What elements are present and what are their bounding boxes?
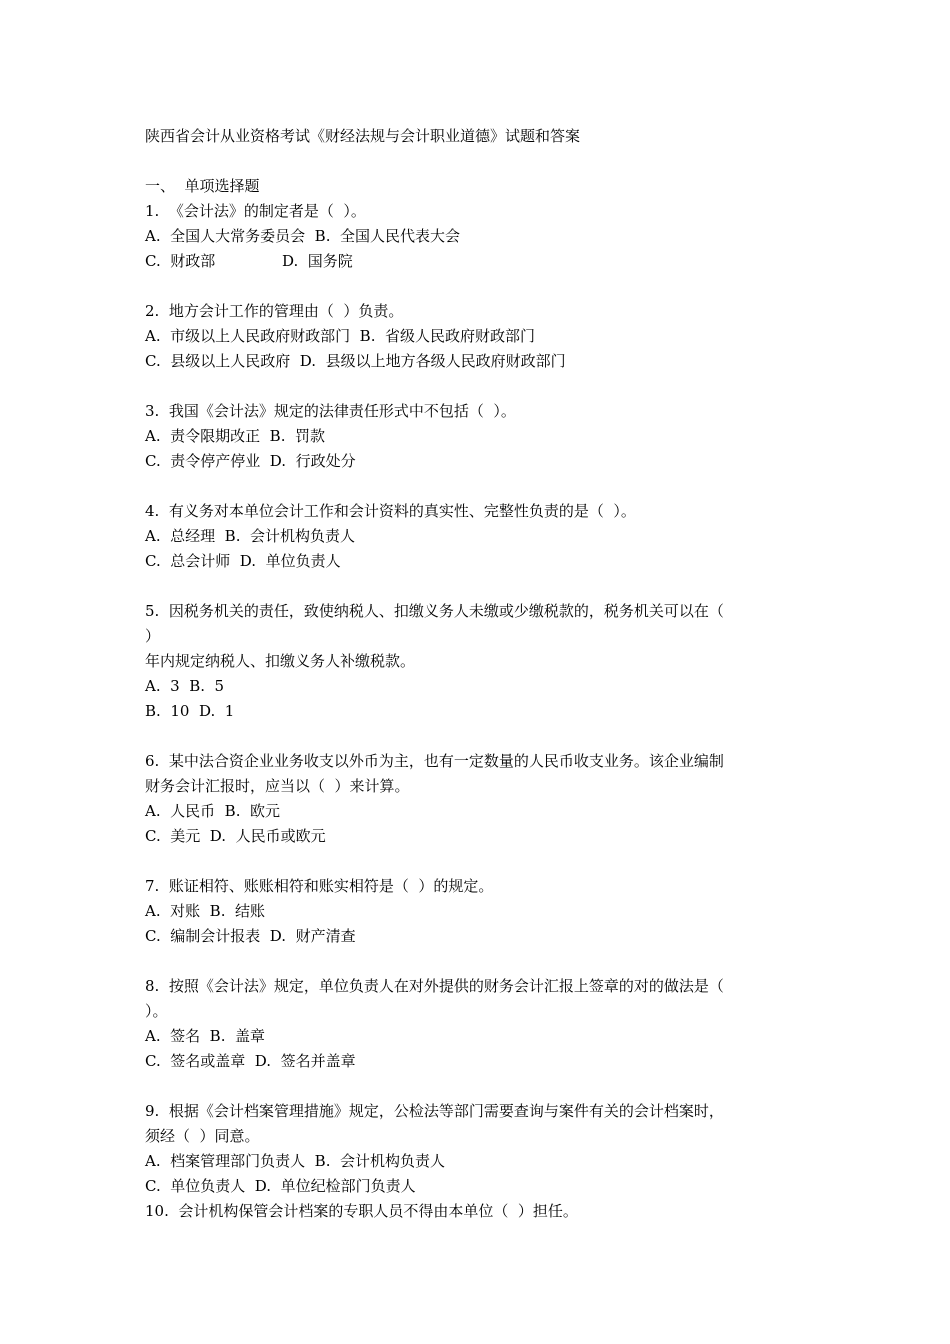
document-title: 陕西省会计从业资格考试《财经法规与会计职业道德》试题和答案 (145, 127, 581, 145)
spacer (145, 949, 815, 974)
spacer (145, 474, 815, 499)
question-line: C. 单位负责人 D. 单位纪检部门负责人 (145, 1177, 416, 1195)
question-block (145, 599, 815, 724)
question-line: C. 责令停产停业 D. 行政处分 (145, 452, 356, 470)
question-text: 3. 我国《会计法》规定的法律责任形式中不包括（ ）。 (145, 402, 516, 420)
question-text: 7. 账证相符、账账相符和账实相符是（ ）的规定。 (145, 877, 494, 895)
question-line: 须经（ ）同意。 (145, 1127, 260, 1145)
question-line: 财务会计汇报时，应当以（ ）来计算。 (145, 777, 410, 795)
question-block (145, 1099, 815, 1224)
question-text: 1. 《会计法》的制定者是（ ）。 (145, 202, 366, 220)
question-line: C. 县级以上人民政府 D. 县级以上地方各级人民政府财政部门 (145, 352, 566, 370)
question-line: B. 10 D. 1 (145, 702, 235, 720)
question-line: C. 编制会计报表 D. 财产清查 (145, 927, 356, 945)
question-text: 6. 某中法合资企业业务收支以外币为主，也有一定数量的人民币收支业务。该企业编制 (145, 752, 724, 770)
question-line: ） (145, 627, 161, 645)
question-line: A. 总经理 B. 会计机构负责人 (145, 527, 356, 545)
question-list (145, 199, 815, 1224)
question-text: 5. 因税务机关的责任，致使纳税人、扣缴义务人未缴或少缴税款的，税务机关可以在（ (145, 602, 724, 620)
question-line: A. 人民币 B. 欧元 (145, 802, 281, 820)
spacer (145, 374, 815, 399)
question-block (145, 974, 815, 1074)
spacer (145, 274, 815, 299)
question-line: A. 对账 B. 结账 (145, 902, 266, 920)
question-block (145, 399, 815, 474)
question-line: A. 3 B. 5 (145, 677, 225, 695)
question-line: C. 财政部 D. 国务院 (145, 252, 353, 270)
question-line: A. 签名 B. 盖章 (145, 1027, 266, 1045)
question-line: C. 美元 D. 人民币或欧元 (145, 827, 326, 845)
question-line: A. 全国人大常务委员会 B. 全国人民代表大会 (145, 227, 461, 245)
question-line: 10. 会计机构保管会计档案的专职人员不得由本单位（ ）担任。 (145, 1202, 578, 1220)
question-line: 年内规定纳税人、扣缴义务人补缴税款。 (145, 652, 416, 670)
question-text: 9. 根据《会计档案管理措施》规定，公检法等部门需要查询与案件有关的会计档案时， (145, 1102, 724, 1120)
section-heading: 一、 单项选择题 (145, 177, 260, 195)
document-page (145, 124, 815, 1224)
question-line: A. 档案管理部门负责人 B. 会计机构负责人 (145, 1152, 446, 1170)
question-block (145, 499, 815, 574)
spacer (145, 1074, 815, 1099)
question-block (145, 199, 815, 274)
question-line: A. 市级以上人民政府财政部门 B. 省级人民政府财政部门 (145, 327, 536, 345)
spacer (145, 724, 815, 749)
question-line: A. 责令限期改正 B. 罚款 (145, 427, 326, 445)
question-line: C. 总会计师 D. 单位负责人 (145, 552, 341, 570)
spacer (145, 849, 815, 874)
question-line: C. 签名或盖章 D. 签名并盖章 (145, 1052, 356, 1070)
question-block (145, 874, 815, 949)
question-text: 2. 地方会计工作的管理由（ ）负责。 (145, 302, 404, 320)
question-block (145, 299, 815, 374)
question-text: 8. 按照《会计法》规定，单位负责人在对外提供的财务会计汇报上签章的对的做法是（ (145, 977, 724, 995)
question-text: 4. 有义务对本单位会计工作和会计资料的真实性、完整性负责的是（ ）。 (145, 502, 636, 520)
question-line: ）。 (145, 1002, 168, 1020)
question-block (145, 749, 815, 849)
spacer (145, 574, 815, 599)
